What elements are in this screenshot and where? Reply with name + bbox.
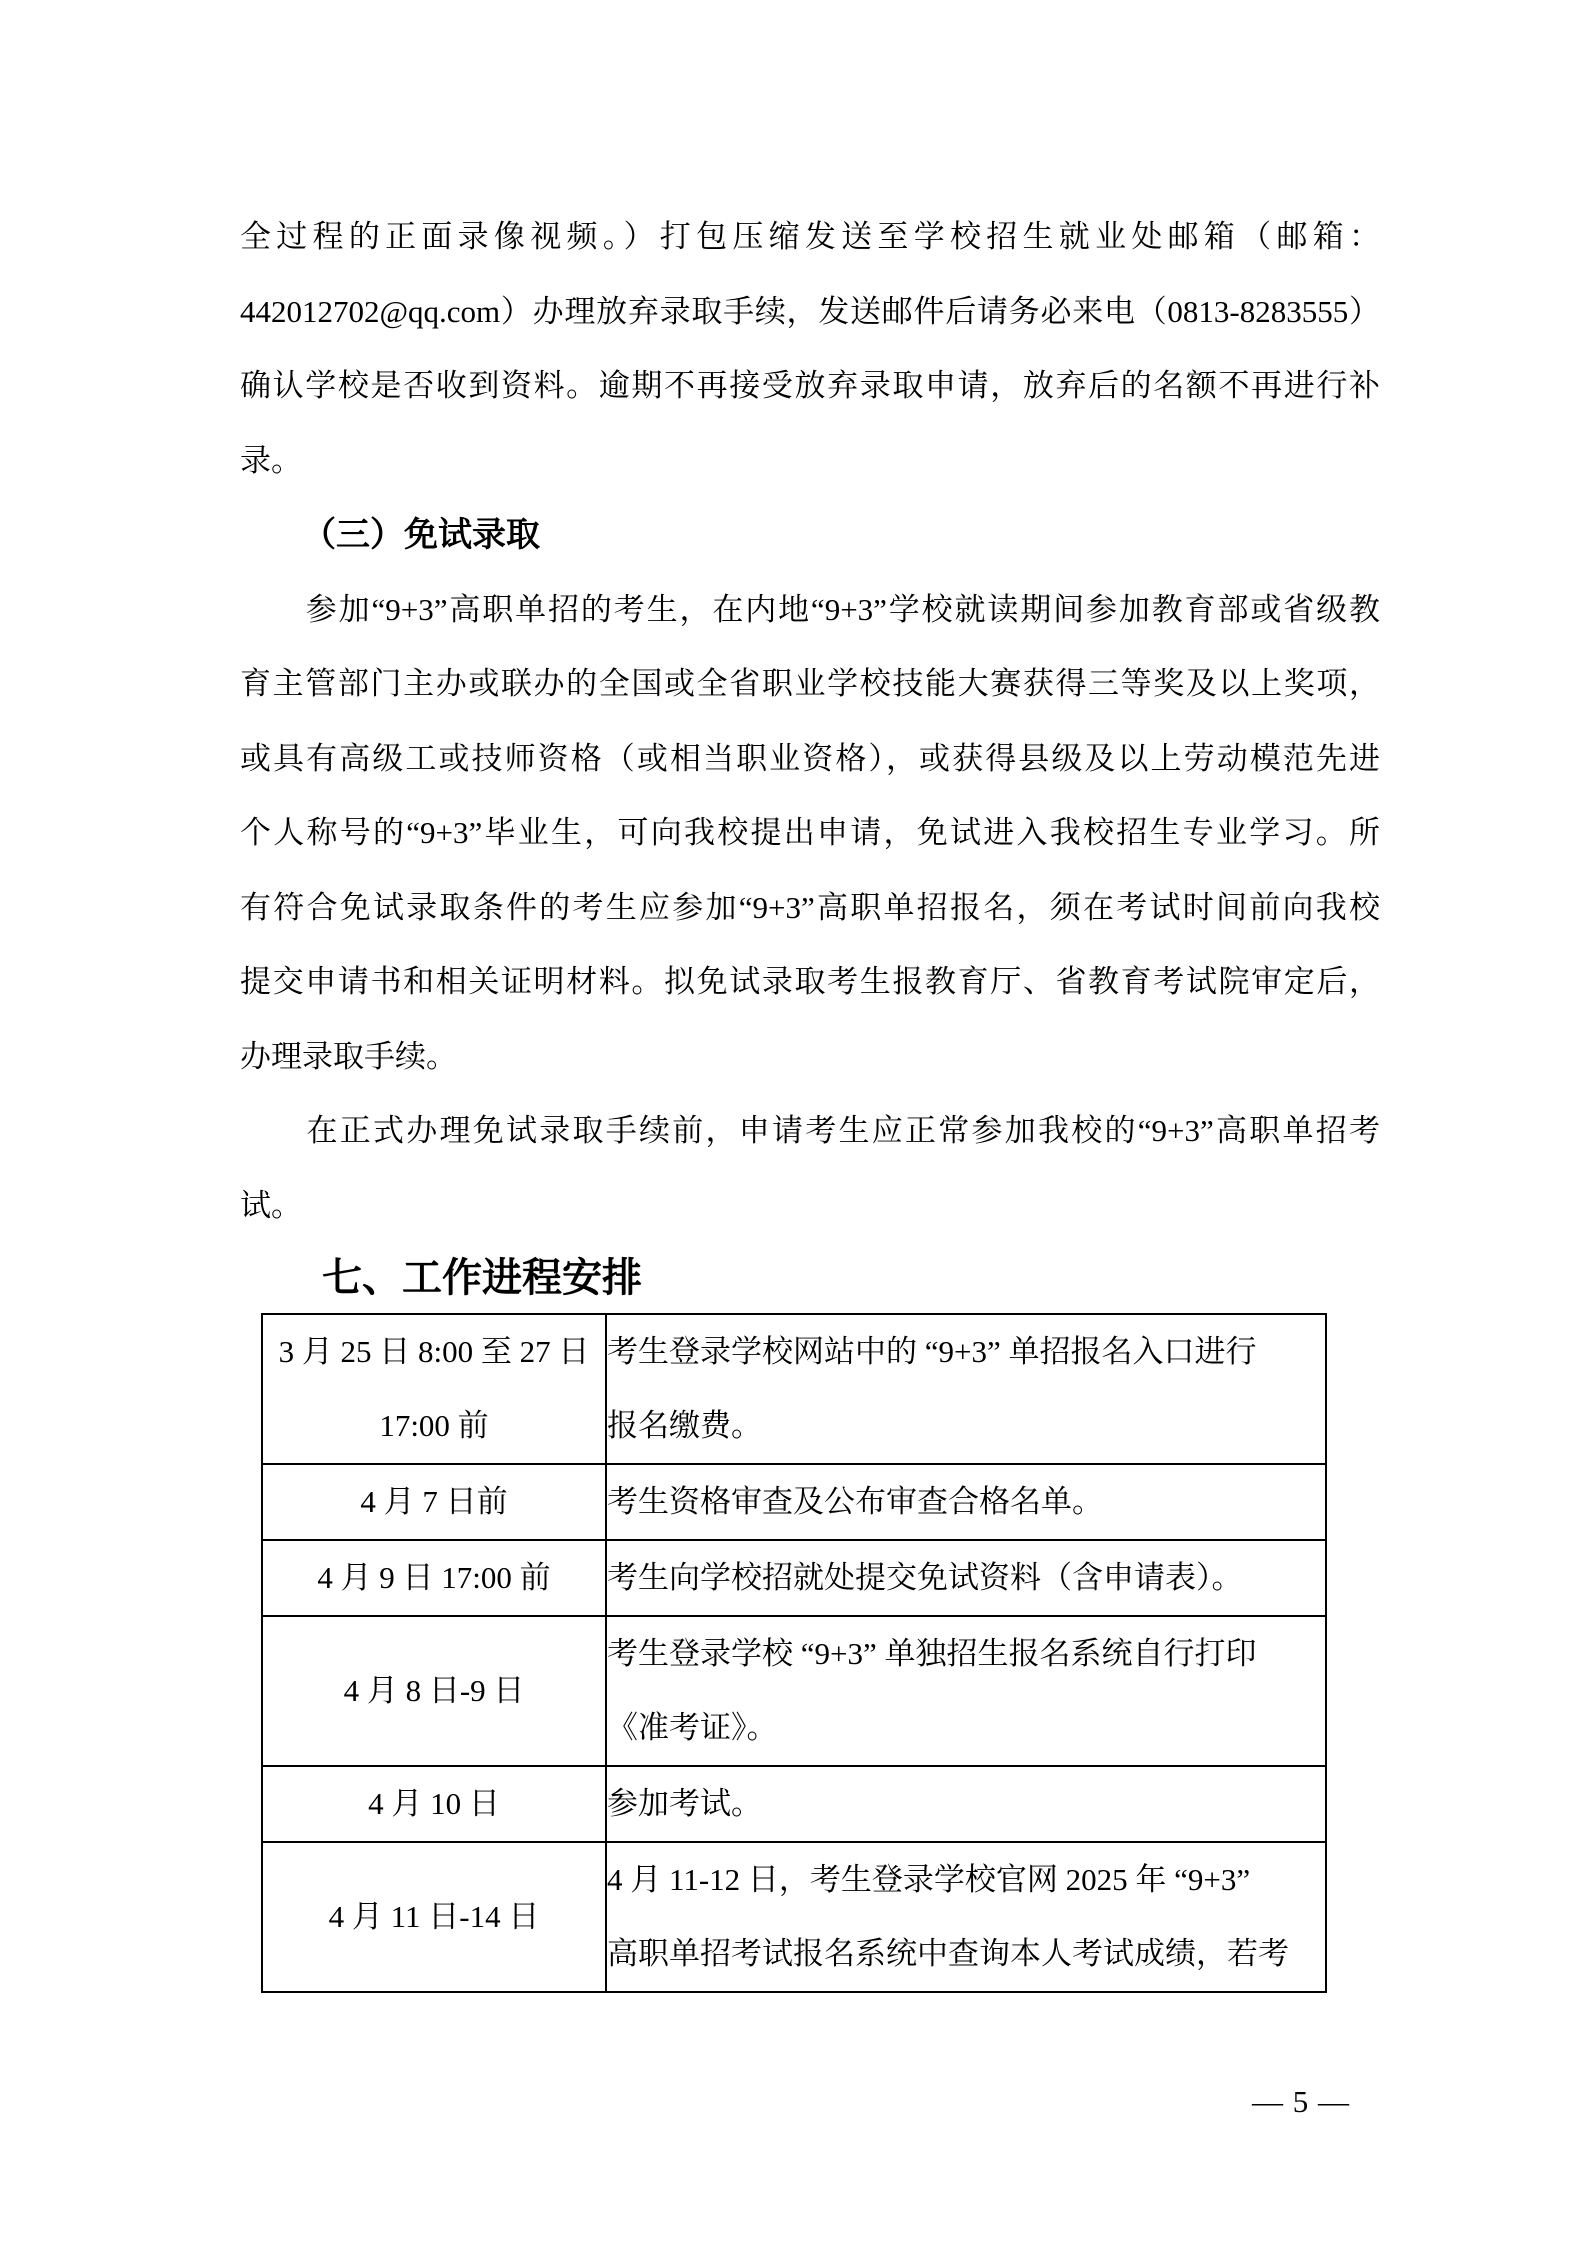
schedule-time-text: 4 月 11 日-14 日 [328, 1899, 540, 1934]
schedule-task-text: 考生向学校招就处提交免试资料（含申请表）。 [607, 1560, 1243, 1595]
text-line: 提交申请书和相关证明材料。拟免试录取考生报教育厅、省教育考试院审定后， [240, 964, 1380, 999]
schedule-task-text: 4 月 11-12 日，考生登录学校官网 2025 年 “9+3” [607, 1862, 1251, 1897]
schedule-time-text: 4 月 8 日-9 日 [343, 1673, 525, 1708]
schedule-time-cell [262, 1540, 606, 1616]
schedule-time-text: 4 月 7 日前 [360, 1484, 508, 1519]
heading-work-schedule: 七、工作进程安排 [322, 1256, 642, 1300]
page-number: — 5 — [1252, 2084, 1350, 2119]
text-line: 录。 [240, 442, 302, 478]
schedule-time-text: 17:00 前 [379, 1408, 489, 1443]
schedule-task-text: 考生资格审查及公布审查合格名单。 [607, 1484, 1103, 1519]
schedule-time-text: 4 月 9 日 17:00 前 [317, 1560, 551, 1595]
text-line: 在正式办理免试录取手续前，申请考生应正常参加我校的“9+3”高职单招考 [240, 1113, 1380, 1148]
text-line: 育主管部门主办或联办的全国或全省职业学校技能大赛获得三等奖及以上奖项， [240, 666, 1380, 701]
paragraph-exemption-policy [240, 573, 1380, 1095]
heading-exemption-admission: （三）免试录取 [302, 516, 540, 554]
schedule-task-cell [606, 1616, 1326, 1766]
schedule-task-cell [606, 1314, 1326, 1464]
schedule-row [262, 1540, 1326, 1616]
schedule-task-cell [606, 1540, 1326, 1616]
schedule-time-cell [262, 1616, 606, 1766]
schedule-task-cell [606, 1842, 1326, 1992]
text-line: 442012702@qq.com）办理放弃录取手续，发送邮件后请务必来电（0813-8283555） [240, 293, 1380, 329]
schedule-time-text: 3 月 25 日 8:00 至 27 日 [278, 1334, 590, 1369]
schedule-task-text: 参加考试。 [607, 1786, 762, 1821]
schedule-time-text: 4 月 10 日 [368, 1786, 500, 1821]
schedule-row [262, 1766, 1326, 1842]
schedule-task-text: 考生登录学校 “9+3” 单独招生报名系统自行打印 [607, 1636, 1257, 1671]
text-line: 参加“9+3”高职单招的考生，在内地“9+3”学校就读期间参加教育部或省级教 [240, 591, 1380, 627]
schedule-task-text: 考生登录学校网站中的 “9+3” 单招报名入口进行 [607, 1334, 1257, 1369]
schedule-table [261, 1313, 1327, 1993]
schedule-row [262, 1314, 1326, 1464]
schedule-task-text: 报名缴费。 [607, 1408, 762, 1443]
schedule-row [262, 1464, 1326, 1540]
document-body [240, 200, 1380, 1993]
schedule-task-text: 高职单招考试报名系统中查询本人考试成绩，若考 [607, 1936, 1289, 1971]
schedule-time-cell [262, 1842, 606, 1992]
text-line: 有符合免试录取条件的考生应参加“9+3”高职单招报名，须在考试时间前向我校 [240, 889, 1380, 925]
schedule-row [262, 1616, 1326, 1766]
text-line: 确认学校是否收到资料。逾期不再接受放弃录取申请，放弃后的名额不再进行补 [240, 368, 1380, 403]
text-line: 全过程的正面录像视频。）打包压缩发送至学校招生就业处邮箱（邮箱： [240, 219, 1380, 254]
paragraph-waiver-procedure [240, 200, 1380, 498]
schedule-time-cell [262, 1464, 606, 1540]
schedule-task-cell [606, 1766, 1326, 1842]
text-line: 或具有高级工或技师资格（或相当职业资格），或获得县级及以上劳动模范先进 [240, 740, 1380, 776]
schedule-task-cell [606, 1464, 1326, 1540]
text-line: 试。 [240, 1187, 302, 1223]
schedule-time-cell [262, 1314, 606, 1464]
paragraph-exam-requirement [240, 1094, 1380, 1243]
schedule-time-cell [262, 1766, 606, 1842]
schedule-row [262, 1842, 1326, 1992]
text-line: 个人称号的“9+3”毕业生，可向我校提出申请，免试进入我校招生专业学习。所 [240, 815, 1380, 850]
schedule-task-text: 《准考证》。 [607, 1710, 778, 1745]
text-line: 办理录取手续。 [240, 1038, 457, 1074]
